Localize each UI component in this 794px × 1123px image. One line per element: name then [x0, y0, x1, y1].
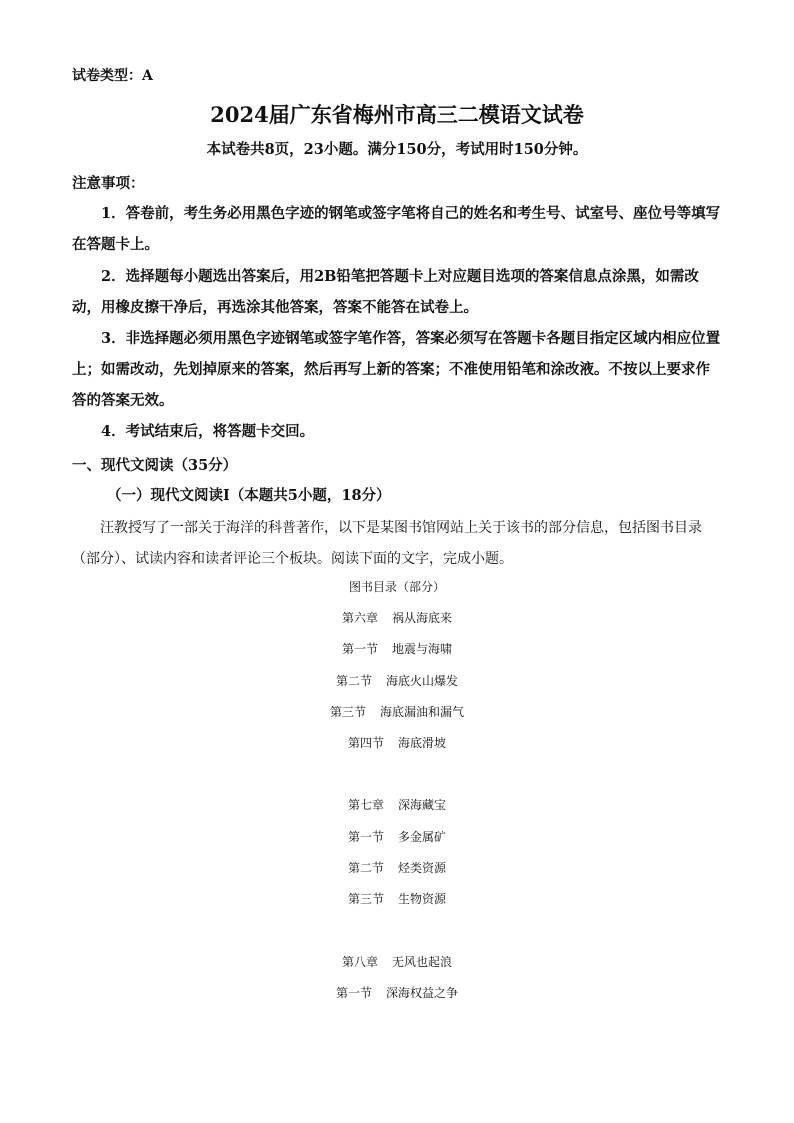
- toc-entry: [0, 859, 794, 876]
- toc-number: 第四节: [347, 736, 384, 750]
- toc-entry: [0, 890, 794, 907]
- toc-title: 深海藏宝: [398, 798, 447, 812]
- notice-item-4: 4．考试结束后，将答题卡交回。: [101, 423, 315, 440]
- exam-subtitle: 本试卷共8页，23小题。满分150分，考试用时150分钟。: [206, 141, 588, 158]
- toc-number: 第三节: [347, 892, 384, 906]
- toc-entry: [0, 609, 794, 626]
- toc-title: 烃类资源: [398, 861, 447, 875]
- toc-number: 第三节: [329, 705, 366, 719]
- section-heading-1-1: （一）现代文阅读Ⅰ（本题共5小题，18分）: [107, 487, 391, 504]
- toc-number: 第六章: [341, 611, 378, 625]
- notice-item-2: 2．选择题每小题选出答案后，用2B铅笔把答题卡上对应题目选项的答案信息点涂黑，如需改动，用橡皮擦干净后，再选涂其他答案，答案不能答在试卷上。: [72, 268, 699, 316]
- notice-heading: 注意事项：: [72, 175, 145, 192]
- toc-title: 生物资源: [398, 892, 447, 906]
- toc-entry: [0, 953, 794, 970]
- notice-item-1: 1．答卷前，考生务必用黑色字迹的钢笔或签字笔将自己的姓名和考生号、试室号、座位号等填写在答题卡上。: [72, 205, 721, 253]
- toc-title: 深海权益之争: [386, 986, 459, 1000]
- toc-entry: [0, 796, 794, 813]
- toc-entry: [0, 828, 794, 845]
- toc-entry: [0, 703, 794, 720]
- toc-number: 第七章: [347, 798, 384, 812]
- toc-number: 第一节: [341, 642, 378, 656]
- toc-entry: [0, 672, 794, 689]
- toc-entry: [0, 734, 794, 751]
- toc-title: 海底火山爆发: [386, 674, 459, 688]
- toc-title: 多金属矿: [398, 830, 447, 844]
- toc-title: 无风也起浪: [392, 955, 453, 969]
- toc-entry: [0, 984, 794, 1001]
- exam-type: 试卷类型：A: [72, 68, 153, 84]
- toc-title: 祸从海底来: [392, 611, 453, 625]
- toc-number: 第二节: [335, 674, 372, 688]
- toc-entry: [0, 640, 794, 657]
- section-heading-1: 一、现代文阅读（35分）: [72, 457, 238, 474]
- toc-title: 地震与海啸: [392, 642, 453, 656]
- toc-number: 第一节: [335, 986, 372, 1000]
- toc-heading: 图书目录（部分）: [348, 580, 445, 594]
- notice-item-3: 3．非选择题必须用黑色字迹钢笔或签字笔作答，答案必须写在答题卡各题目指定区域内相应位置上；如需改动，先划掉原来的答案，然后再写上新的答案；不准使用铅笔和涂改液。不按以上要求作答的答案无效。: [72, 330, 721, 409]
- toc-number: 第八章: [341, 955, 378, 969]
- page-title: 2024届广东省梅州市高三二模语文试卷: [210, 102, 584, 127]
- reading-intro: 汪教授写了一部关于海洋的科普著作，以下是某图书馆网站上关于该书的部分信息，包括图书目录（部分）、试读内容和读者评论三个板块。阅读下面的文字，完成小题。: [72, 520, 702, 567]
- toc-number: 第一节: [347, 830, 384, 844]
- toc-title: 海底滑坡: [398, 736, 447, 750]
- toc-number: 第二节: [347, 861, 384, 875]
- toc-title: 海底漏油和漏气: [380, 705, 465, 719]
